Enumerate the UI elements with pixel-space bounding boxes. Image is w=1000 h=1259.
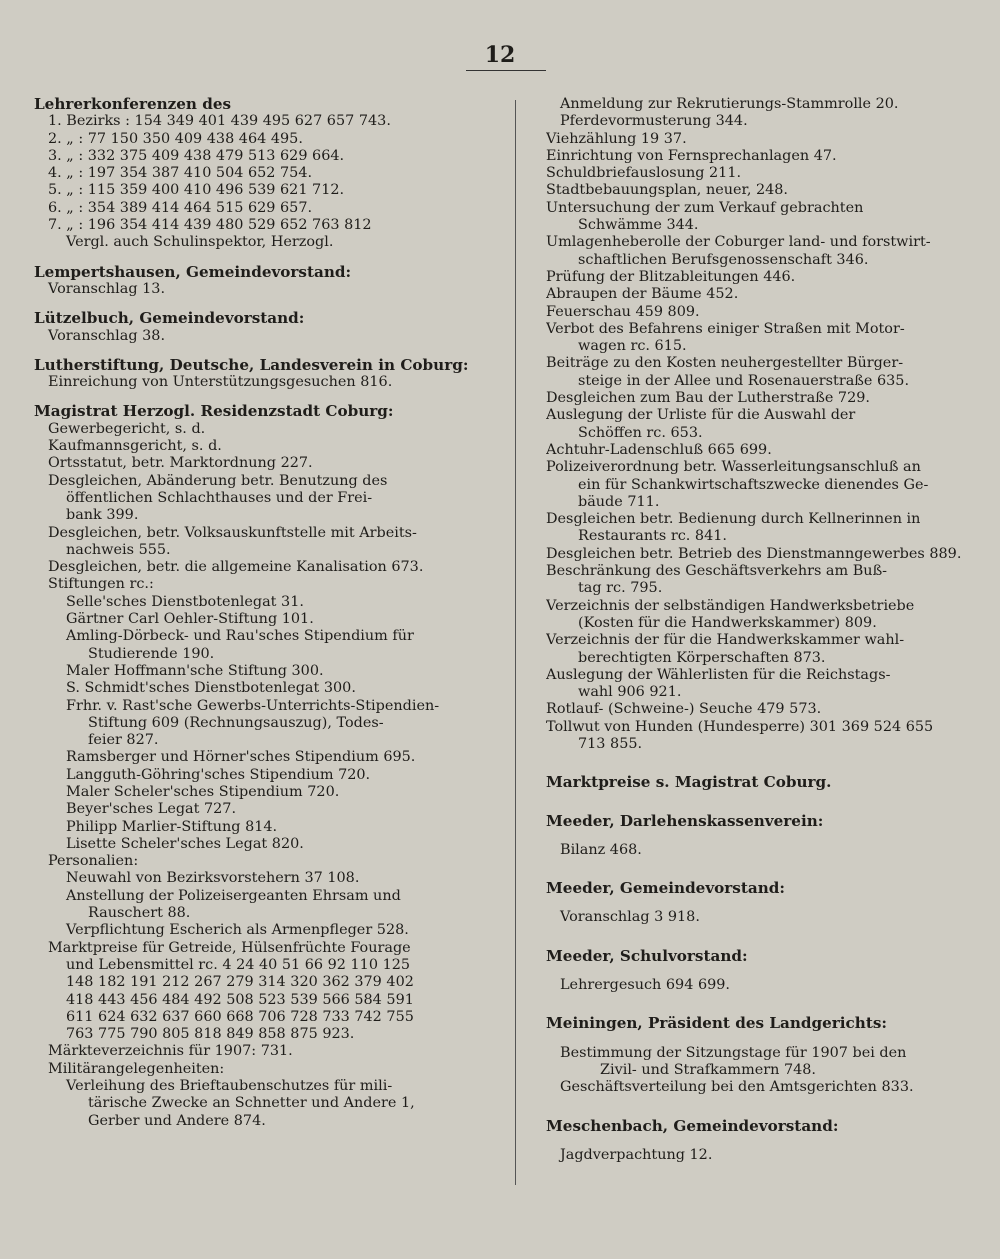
index-entry: Rotlauf- (Schweine-) Seuche 479 573. bbox=[546, 701, 822, 718]
index-entry: Rauschert 88. bbox=[88, 905, 191, 922]
index-entry: Desgleichen, betr. Volksauskunftstelle mit Arbeits- bbox=[48, 524, 417, 541]
index-entry: Gerber und Andere 874. bbox=[88, 1112, 266, 1129]
index-entry: 6. „ : 354 389 414 464 515 629 657. bbox=[48, 199, 313, 216]
index-heading: Lützelbuch, Gemeindevorstand: bbox=[34, 310, 305, 328]
index-heading: Lehrerkonferenzen des bbox=[34, 96, 232, 113]
index-entry: Achtuhr-Ladenschluß 665 699. bbox=[546, 441, 772, 458]
index-entry: 4. „ : 197 354 387 410 504 652 754. bbox=[48, 165, 313, 182]
index-entry: 5. „ : 115 359 400 410 496 539 621 712. bbox=[48, 182, 345, 199]
index-entry: Jagdverpachtung 12. bbox=[560, 1146, 713, 1163]
index-entry: Verbot des Befahrens einiger Straßen mit Motor- bbox=[546, 320, 905, 337]
page-number: 12 bbox=[484, 42, 516, 68]
index-entry: Polizeiverordnung betr. Wasserleitungsanschluß an bbox=[546, 459, 921, 476]
index-entry: Marktpreise für Getreide, Hülsenfrüchte Fourage bbox=[48, 939, 411, 956]
index-entry: Verleihung des Brieftaubenschutzes für mili- bbox=[66, 1078, 393, 1095]
index-entry: Desgleichen betr. Betrieb des Dienstmanngewerbes 889. bbox=[546, 545, 962, 562]
column-divider bbox=[515, 100, 516, 1185]
index-entry: Anmeldung zur Rekrutierungs-Stammrolle 20. bbox=[560, 96, 899, 112]
index-entry: Anstellung der Polizeisergeanten Ehrsam und bbox=[66, 887, 401, 904]
index-entry: Ramsberger und Hörner'sches Stipendium 695. bbox=[66, 749, 416, 766]
index-entry: Desgleichen, Abänderung betr. Benutzung des bbox=[48, 472, 388, 489]
index-entry: Stiftungen rc.: bbox=[48, 576, 154, 593]
index-entry: Verzeichnis der für die Handwerkskammer wahl- bbox=[546, 632, 905, 649]
index-entry: Beschränkung des Geschäftsverkehrs am Buß- bbox=[546, 563, 888, 580]
index-entry: Personalien: bbox=[48, 853, 139, 870]
index-entry: Schuldbriefauslosung 211. bbox=[546, 165, 742, 182]
left-column bbox=[34, 96, 472, 1130]
index-entry: Stadtbebauungsplan, neuer, 248. bbox=[546, 182, 789, 199]
index-heading: Meschenbach, Gemeindevorstand: bbox=[546, 1117, 839, 1135]
index-entry: Ortsstatut, betr. Marktordnung 227. bbox=[48, 455, 313, 472]
index-entry: Amling-Dörbeck- und Rau'sches Stipendium für bbox=[66, 628, 414, 645]
index-entry: Maler Hoffmann'sche Stiftung 300. bbox=[66, 662, 324, 679]
index-entry: Desgleichen betr. Bedienung durch Kellnerinnen in bbox=[546, 511, 921, 528]
index-entry: Lehrergesuch 694 699. bbox=[560, 977, 730, 994]
index-entry: Zivil- und Strafkammern 748. bbox=[600, 1061, 816, 1078]
index-entry: 2. „ : 77 150 350 409 438 464 495. bbox=[48, 130, 303, 147]
index-entry: Studierende 190. bbox=[88, 645, 215, 662]
index-entry: Stiftung 609 (Rechnungsauszug), Todes- bbox=[88, 714, 384, 731]
index-entry: bank 399. bbox=[66, 507, 139, 524]
index-entry: Umlagenheberolle der Coburger land- und forstwirt- bbox=[546, 234, 931, 251]
index-entry: schaftlichen Berufsgenossenschaft 346. bbox=[578, 251, 869, 268]
index-entry: Militärangelegenheiten: bbox=[48, 1060, 225, 1077]
index-heading: Meeder, Darlehenskassenverein: bbox=[546, 812, 824, 830]
index-entry: bäude 711. bbox=[578, 493, 660, 510]
index-entry: tärische Zwecke an Schnetter und Andere 1, bbox=[88, 1095, 415, 1112]
page-number-rule bbox=[466, 70, 546, 71]
index-entry: berechtigten Körperschaften 873. bbox=[578, 649, 826, 666]
index-entry: Schöffen rc. 653. bbox=[578, 424, 703, 441]
index-entry: nachweis 555. bbox=[66, 541, 171, 558]
index-entry: Bestimmung der Sitzungstage für 1907 bei den bbox=[560, 1044, 907, 1061]
index-entry: wagen rc. 615. bbox=[578, 338, 687, 355]
index-heading: Marktpreise s. Magistrat Coburg. bbox=[546, 774, 832, 792]
index-entry: 3. „ : 332 375 409 438 479 513 629 664. bbox=[48, 147, 345, 164]
index-heading: Lempertshausen, Gemeindevorstand: bbox=[34, 263, 352, 281]
index-entry: Philipp Marlier-Stiftung 814. bbox=[66, 818, 278, 835]
index-entry: 611 624 632 637 660 668 706 728 733 742 755 bbox=[66, 1008, 414, 1025]
index-heading: Magistrat Herzogl. Residenzstadt Coburg: bbox=[34, 403, 394, 421]
index-entry: 1. Bezirks : 154 349 401 439 495 627 657 743. bbox=[48, 113, 391, 130]
index-entry: Abraupen der Bäume 452. bbox=[546, 286, 739, 303]
index-entry: Schwämme 344. bbox=[578, 217, 699, 234]
index-entry: tag rc. 795. bbox=[578, 580, 663, 597]
index-entry: Vergl. auch Schulinspektor, Herzogl. bbox=[66, 234, 334, 251]
index-entry: Lisette Scheler'sches Legat 820. bbox=[66, 835, 304, 852]
index-entry: Einreichung von Unterstützungsgesuchen 816. bbox=[48, 374, 393, 391]
index-entry: Tollwut von Hunden (Hundesperre) 301 369 524 655 bbox=[546, 718, 934, 735]
index-entry: Untersuchung der zum Verkauf gebrachten bbox=[546, 199, 864, 216]
index-entry: Desgleichen zum Bau der Lutherstraße 729. bbox=[546, 390, 870, 407]
index-entry: Viehzählung 19 37. bbox=[546, 130, 687, 147]
index-entry: Voranschlag 13. bbox=[48, 280, 166, 297]
index-entry: 418 443 456 484 492 508 523 539 566 584 591 bbox=[66, 991, 414, 1008]
index-entry: 148 182 191 212 267 279 314 320 362 379 402 bbox=[66, 974, 414, 991]
index-entry: Gewerbegericht, s. d. bbox=[48, 420, 206, 437]
index-entry: Maler Scheler'sches Stipendium 720. bbox=[66, 783, 340, 800]
index-entry: Selle'sches Dienstbotenlegat 31. bbox=[66, 593, 304, 610]
index-entry: 713 855. bbox=[578, 735, 643, 752]
right-column bbox=[546, 96, 976, 1164]
index-entry: Neuwahl von Bezirksvorstehern 37 108. bbox=[66, 870, 360, 887]
index-entry: Desgleichen, betr. die allgemeine Kanalisation 673. bbox=[48, 559, 424, 576]
index-entry: Bilanz 468. bbox=[560, 841, 642, 858]
index-entry: 7. „ : 196 354 414 439 480 529 652 763 812 bbox=[48, 217, 372, 234]
index-entry: Frhr. v. Rast'sche Gewerbs-Unterrichts-Stipendien- bbox=[66, 697, 440, 714]
index-entry: S. Schmidt'sches Dienstbotenlegat 300. bbox=[66, 680, 356, 697]
index-entry: Langguth-Göhring'sches Stipendium 720. bbox=[66, 766, 371, 783]
index-heading: Meeder, Schulvorstand: bbox=[546, 947, 748, 965]
index-entry: Kaufmannsgericht, s. d. bbox=[48, 438, 222, 455]
index-entry: Verpflichtung Escherich als Armenpfleger 528. bbox=[66, 922, 409, 939]
index-entry: Gärtner Carl Oehler-Stiftung 101. bbox=[66, 611, 314, 628]
index-entry: Voranschlag 3 918. bbox=[560, 909, 700, 926]
index-entry: feier 827. bbox=[88, 732, 159, 749]
index-heading: Meiningen, Präsident des Landgerichts: bbox=[546, 1015, 888, 1033]
index-entry: 763 775 790 805 818 849 858 875 923. bbox=[66, 1026, 355, 1043]
index-entry: Märkteverzeichnis für 1907: 731. bbox=[48, 1043, 293, 1060]
index-entry: öffentlichen Schlachthauses und der Frei- bbox=[66, 489, 373, 506]
index-entry: Restaurants rc. 841. bbox=[578, 528, 727, 545]
index-entry: (Kosten für die Handwerkskammer) 809. bbox=[578, 614, 877, 631]
index-entry: ein für Schankwirtschaftszwecke dienendes Ge- bbox=[578, 476, 929, 493]
index-entry: Auslegung der Wählerlisten für die Reichstags- bbox=[546, 666, 891, 683]
index-entry: Geschäftsverteilung bei den Amtsgerichten 833. bbox=[560, 1079, 914, 1096]
index-entry: Beyer'sches Legat 727. bbox=[66, 801, 237, 818]
index-entry: Verzeichnis der selbständigen Handwerksbetriebe bbox=[546, 597, 915, 614]
index-entry: Einrichtung von Fernsprechanlagen 47. bbox=[546, 147, 837, 164]
index-entry: Auslegung der Urliste für die Auswahl der bbox=[546, 407, 856, 424]
index-heading: Lutherstiftung, Deutsche, Landesverein in Coburg: bbox=[34, 356, 469, 374]
index-entry: steige in der Allee und Rosenauerstraße 635. bbox=[578, 372, 910, 389]
index-entry: Feuerschau 459 809. bbox=[546, 303, 700, 320]
index-entry: wahl 906 921. bbox=[578, 684, 682, 701]
index-entry: Prüfung der Blitzableitungen 446. bbox=[546, 268, 796, 285]
index-entry: Beiträge zu den Kosten neuhergestellter Bürger- bbox=[546, 355, 904, 372]
index-entry: und Lebensmittel rc. 4 24 40 51 66 92 110 125 bbox=[66, 956, 411, 973]
index-entry: Pferdevormusterung 344. bbox=[560, 113, 748, 130]
index-entry: Voranschlag 38. bbox=[48, 327, 166, 344]
index-heading: Meeder, Gemeindevorstand: bbox=[546, 880, 785, 898]
